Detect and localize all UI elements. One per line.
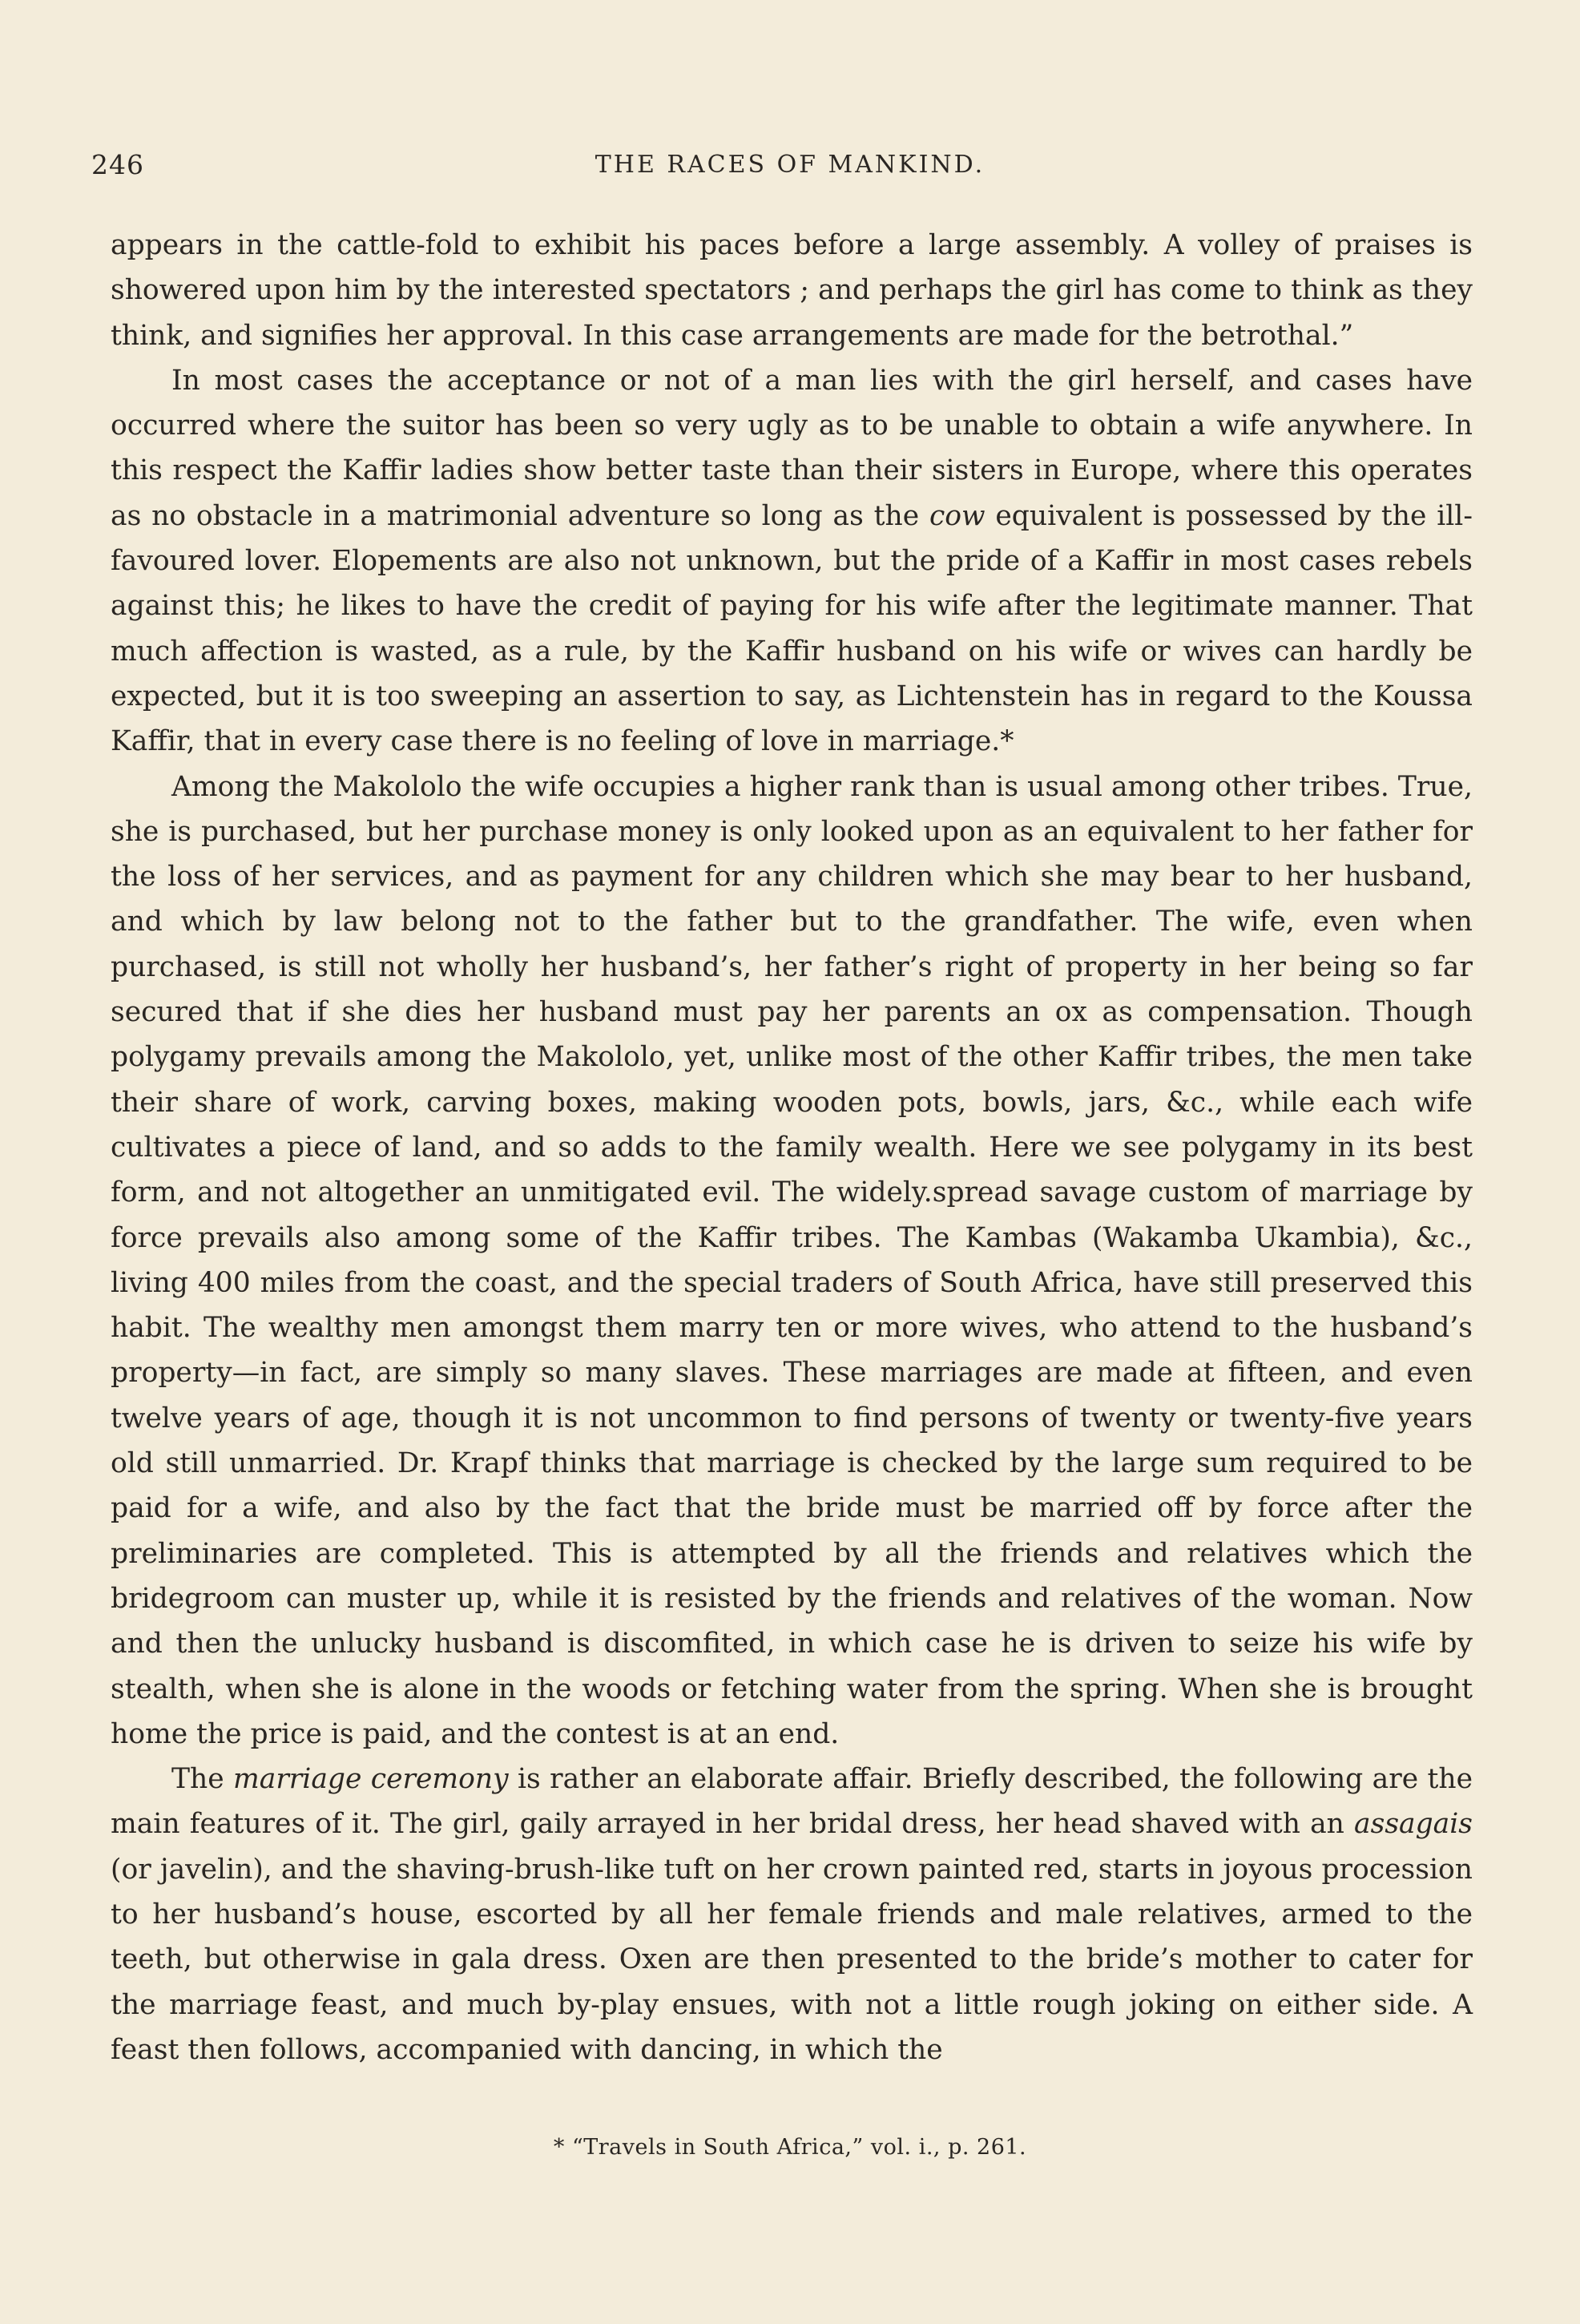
italic-term: assagais <box>1354 1808 1473 1841</box>
paragraph-text: equivalent is possessed by the ill-favoured lover. Elopements are also not unknown, but the pride of a Kaffir in most cases rebels against this; he likes to have the credit of paying for his wife after the legitimate manner. That much affection is wasted, as a rule, by the Kaffir husband on his wife or wives can hardly be expected, but it is too sweeping an assertion to say, as Lichtenstein has in regard to the Koussa Kaffir, that in every case there is no feeling of love in marriage.* <box>111 499 1473 758</box>
paragraph-marriage-ceremony <box>111 1757 1473 2072</box>
body-text <box>111 223 1473 2072</box>
paragraph-text: The <box>171 1763 234 1796</box>
paragraph-text: (or javelin), and the shaving-brush-like tuft on her crown painted red, starts in joyous procession to her husband’s house, escorted by all her female friends and male relatives, armed to the teeth, but otherwise in gala dress. Oxen are then presented to the bride’s mother to cater for the marriage feast, and much by-play ensues, with not a little rough joking on either side. A feast then follows, accompanied with dancing, in which the <box>111 1853 1473 2066</box>
page-number: 246 <box>91 149 144 180</box>
paragraph-makololo: Among the Makololo the wife occupies a higher rank than is usual among other tribes. True, she is purchased, but her purchase money is only looked upon as an equivalent to her father for the loss of her services, and as payment for any children which she may bear to her husband, and which by law belong not to the father but to the grandfather. The wife, even when purchased, is still not wholly her husband’s, her father’s right of property in her being so far secured that if she dies her husband must pay her parents an ox as compensation. Though polygamy prevails among the Makololo, yet, unlike most of the other Kaffir tribes, the men take their share of work, carving boxes, making wooden pots, bowls, jars, &c., while each wife cultivates a piece of land, and so adds to the family wealth. Here we see polygamy in its best form, and not altogether an unmitigated evil. The widely.spread savage custom of marriage by force prevails also among some of the Kaffir tribes. The Kambas (Wakamba Ukambia), &c., living 400 miles from the coast, and the special traders of South Africa, have still preserved this habit. The wealthy men amongst them marry ten or more wives, who attend to the husband’s property—in fact, are simply so many slaves. These marriages are made at fifteen, and even twelve years of age, though it is not uncommon to find persons of twenty or twenty-five years old still unmarried. Dr. Krapf thinks that marriage is checked by the large sum required to be paid for a wife, and also by the fact that the bride must be married off by force after the preliminaries are completed. This is attempted by all the friends and relatives which the bridegroom can muster up, while it is resisted by the friends and relatives of the woman. Now and then the unlucky husband is discomfited, in which case he is driven to seize his wife by stealth, when she is alone in the woods or fetching water from the spring. When she is brought home the price is paid, and the contest is at an end. <box>111 770 1473 1750</box>
italic-term: marriage ceremony <box>233 1763 509 1796</box>
page-header <box>91 149 1489 188</box>
footnote: * “Travels in South Africa,” vol. i., p. 261. <box>553 2135 1027 2160</box>
paragraph-continuation: appears in the cattle-fold to exhibit his paces before a large assembly. A volley of praises is showered upon him by the interested spectators ; and perhaps the girl has come to think as they think, and signifies her approval. In this case arrangements are made for the betrothal.” <box>111 229 1473 352</box>
italic-term: cow <box>929 499 985 532</box>
paragraph-acceptance <box>111 358 1473 765</box>
paragraph-text: is rather an elaborate affair. Briefly described, the following are the main features of it. The girl, gaily arrayed in her bridal dress, her head shaved with an <box>111 1763 1473 1841</box>
running-title: THE RACES OF MANKIND. <box>595 151 985 179</box>
paragraph-text: In most cases the acceptance or not of a man lies with the girl herself, and cases have occurred where the suitor has been so very ugly as to be unable to obtain a wife anywhere. In this respect the Kaffir ladies show better taste than their sisters in Europe, where this operates as no obstacle in a matrimonial adventure so long as the <box>111 364 1473 532</box>
